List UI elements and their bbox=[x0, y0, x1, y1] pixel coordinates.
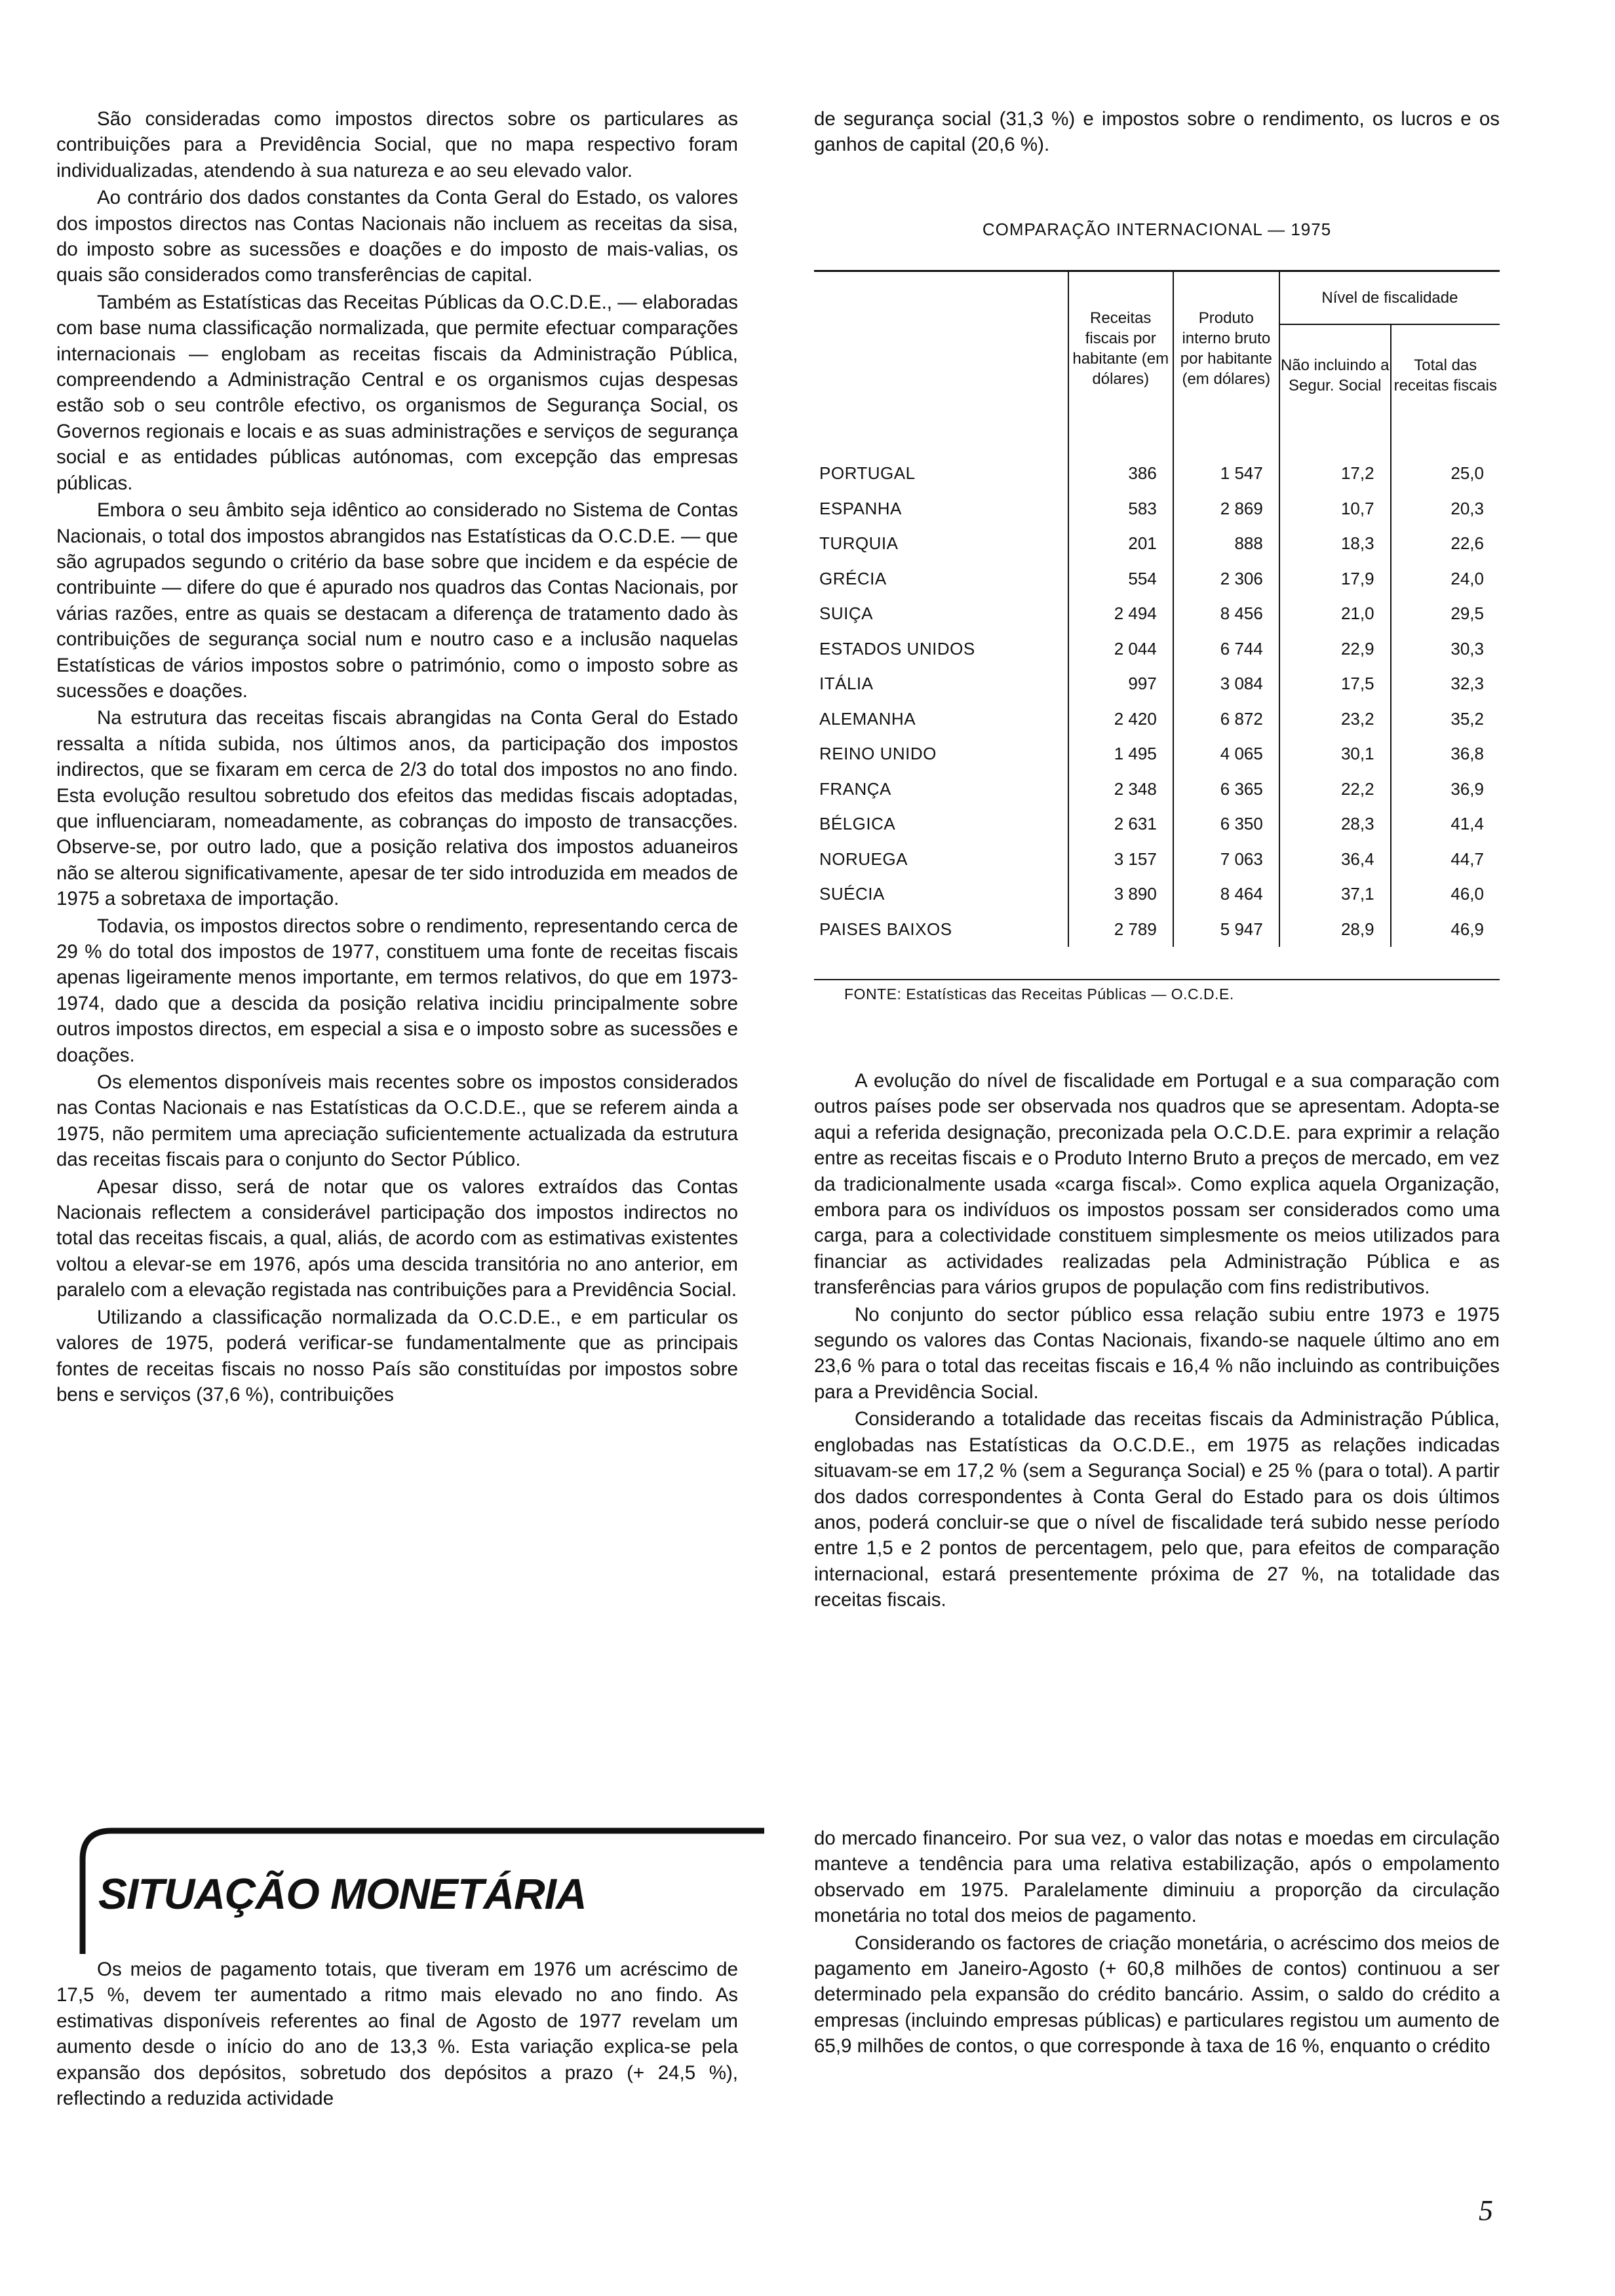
table-row bbox=[814, 491, 1500, 527]
table-bottom-rule bbox=[814, 979, 1500, 980]
total-cell: 36,9 bbox=[1391, 772, 1500, 807]
paragraph: Também as Estatísticas das Receitas Públicas da O.C.D.E., — elaboradas com base numa classificação normalizada, que permite efectuar comparações internacionais — englobam as receitas fiscais da Administração Pública, compreendendo a Administração Central e os organismos cujas despesas estão sob o seu contrôle efectivo, os organismos de Segurança Social, os Governos regionais e locais e as suas administrações e serviços de segurança social e as entidades públicas autónomas, com excepção das empresas públicas. bbox=[56, 291, 738, 494]
table-row bbox=[814, 877, 1500, 912]
country-cell: NORUEGA bbox=[819, 849, 908, 869]
country-cell: BÉLGICA bbox=[819, 814, 896, 834]
table-row bbox=[814, 562, 1500, 597]
table-source: FONTE: Estatísticas das Receitas Públicas — O.C.D.E. bbox=[844, 985, 1234, 1003]
receitas-cell: 1 495 bbox=[1068, 737, 1173, 772]
table-row bbox=[814, 702, 1500, 737]
total-cell: 30,3 bbox=[1391, 632, 1500, 667]
nao-incluindo-cell: 28,3 bbox=[1279, 807, 1391, 842]
table-row bbox=[814, 842, 1500, 877]
receitas-cell: 201 bbox=[1068, 526, 1173, 562]
total-cell: 22,6 bbox=[1391, 526, 1500, 562]
nao-incluindo-cell: 18,3 bbox=[1279, 526, 1391, 562]
nao-incluindo-cell: 17,5 bbox=[1279, 666, 1391, 702]
pib-cell: 4 065 bbox=[1173, 737, 1279, 772]
receitas-cell: 2 494 bbox=[1068, 596, 1173, 632]
country-cell: ALEMANHA bbox=[819, 708, 916, 729]
paragraph: Na estrutura das receitas fiscais abrangidas na Conta Geral do Estado ressalta a nítida subida, nos últimos anos, da participação dos impostos indirectos, que se fixaram em cerca de 2/3 do total dos impostos no ano findo. Esta evolução resultou sobretudo dos efeitos das medidas fiscais adoptadas, que influenciaram, nomeadamente, as cobranças do imposto de transacções. Observe-se, por outro lado, que a posição relativa dos impostos aduaneiros não se alterou significativamente, apesar de ter sido introduzida em meados de 1975 a sobretaxa de importação. bbox=[56, 707, 738, 910]
paragraph: Os meios de pagamento totais, que tiveram em 1976 um acréscimo de 17,5 %, devem ter aumentado a ritmo mais elevado no ano findo. As estimativas disponíveis referentes ao final de Agosto de 1977 revelam um aumento desde o início do ano de 13,3 %. Esta variação explica-se pela expansão dos depósitos, sobretudo dos depósitos a prazo (+ 24,5 %), reflectindo a reduzida actividade bbox=[56, 1959, 738, 2110]
paragraph: Considerando a totalidade das receitas fiscais da Administração Pública, englobadas nas Estatísticas da O.C.D.E., em 1975 as relações indicadas situavam-se em 17,2 % (sem a Segurança Social) e 25 % (para o total). A partir dos dados correspondentes à Conta Geral do Estado para os dois últimos anos, poderá concluir-se que o nível de fiscalidade terá subido nesse período entre 1,5 e 2 pontos de percentagem, pelo que, para efeitos de comparação internacional, estará presentemente próxima de 27 %, na totalidade das receitas fiscais. bbox=[814, 1408, 1500, 1611]
receitas-cell: 3 157 bbox=[1068, 842, 1173, 877]
nao-incluindo-cell: 17,9 bbox=[1279, 562, 1391, 597]
total-cell: 36,8 bbox=[1391, 737, 1500, 772]
section-title: SITUAÇÃO MONETÁRIA bbox=[98, 1869, 587, 1918]
header-pib: Produto interno bruto por habitante (em dólares) bbox=[1173, 271, 1279, 426]
receitas-cell: 2 631 bbox=[1068, 807, 1173, 842]
section-right-column bbox=[814, 1826, 1500, 2059]
country-cell: ESPANHA bbox=[819, 498, 902, 518]
pib-cell: 6 872 bbox=[1173, 702, 1279, 737]
country-cell: ESTADOS UNIDOS bbox=[819, 638, 975, 659]
nao-incluindo-cell: 28,9 bbox=[1279, 912, 1391, 947]
pib-cell: 6 365 bbox=[1173, 772, 1279, 807]
header-empty bbox=[814, 271, 1068, 426]
table-row bbox=[814, 596, 1500, 632]
paragraph: Os elementos disponíveis mais recentes sobre os impostos considerados nas Contas Nacionais e nas Estatísticas da O.C.D.E., que se referem ainda a 1975, não permitem uma apreciação suficientemente actualizada da estrutura das receitas fiscais para o conjunto do Sector Público. bbox=[56, 1071, 738, 1171]
nao-incluindo-cell: 10,7 bbox=[1279, 491, 1391, 527]
total-cell: 46,9 bbox=[1391, 912, 1500, 947]
table-row bbox=[814, 737, 1500, 772]
total-cell: 24,0 bbox=[1391, 562, 1500, 597]
left-column bbox=[56, 106, 738, 1407]
receitas-cell: 2 348 bbox=[1068, 772, 1173, 807]
country-cell: PAISES BAIXOS bbox=[819, 919, 952, 939]
pib-cell: 6 744 bbox=[1173, 632, 1279, 667]
total-cell: 41,4 bbox=[1391, 807, 1500, 842]
nao-incluindo-cell: 23,2 bbox=[1279, 702, 1391, 737]
table-row bbox=[814, 772, 1500, 807]
total-cell: 35,2 bbox=[1391, 702, 1500, 737]
table-spacer bbox=[814, 426, 1500, 456]
country-cell: GRÉCIA bbox=[819, 568, 887, 588]
table-row bbox=[814, 526, 1500, 562]
pib-cell: 2 869 bbox=[1173, 491, 1279, 527]
pib-cell: 7 063 bbox=[1173, 842, 1279, 877]
country-cell: FRANÇA bbox=[819, 778, 891, 799]
total-cell: 46,0 bbox=[1391, 877, 1500, 912]
pib-cell: 3 084 bbox=[1173, 666, 1279, 702]
paragraph: do mercado financeiro. Por sua vez, o valor das notas e moedas em circulação manteve a tendência para uma relativa estabilização, após o empolamento observado em 1975. Paralelamente diminuiu a proporção da circulação monetária no total dos meios de pagamento. bbox=[814, 1827, 1500, 1927]
pib-cell: 2 306 bbox=[1173, 562, 1279, 597]
table-row bbox=[814, 666, 1500, 702]
nao-incluindo-cell: 30,1 bbox=[1279, 737, 1391, 772]
receitas-cell: 997 bbox=[1068, 666, 1173, 702]
header-total: Total das receitas fiscais bbox=[1391, 324, 1500, 426]
paragraph: São consideradas como impostos directos sobre os particulares as contribuições para a Previdência Social, que no mapa respectivo foram individualizadas, atendendo à sua natureza e ao seu elevado valor. bbox=[56, 108, 738, 182]
nao-incluindo-cell: 36,4 bbox=[1279, 842, 1391, 877]
receitas-cell: 554 bbox=[1068, 562, 1173, 597]
nao-incluindo-cell: 37,1 bbox=[1279, 877, 1391, 912]
total-cell: 20,3 bbox=[1391, 491, 1500, 527]
country-cell: PORTUGAL bbox=[819, 463, 916, 484]
table-caption: COMPARAÇÃO INTERNACIONAL — 1975 bbox=[982, 220, 1332, 239]
paragraph: No conjunto do sector público essa relação subiu entre 1973 e 1975 segundo os valores das Contas Nacionais, fixando-se naquele último ano em 23,6 % para o total das receitas fiscais e 16,4 % não incluindo as contribuições para a Previdência Social. bbox=[814, 1303, 1500, 1403]
page-number: 5 bbox=[1479, 2194, 1493, 2227]
nao-incluindo-cell: 22,9 bbox=[1279, 632, 1391, 667]
table-row bbox=[814, 632, 1500, 667]
nao-incluindo-cell: 22,2 bbox=[1279, 772, 1391, 807]
header-nao-incluindo: Não incluindo a Segur. Social bbox=[1279, 324, 1391, 426]
country-cell: SUÉCIA bbox=[819, 884, 885, 904]
pib-cell: 8 456 bbox=[1173, 596, 1279, 632]
receitas-cell: 3 890 bbox=[1068, 877, 1173, 912]
receitas-cell: 2 044 bbox=[1068, 632, 1173, 667]
paragraph: de segurança social (31,3 %) e impostos sobre o rendimento, os lucros e os ganhos de capital (20,6 %). bbox=[814, 108, 1500, 156]
paragraph: Considerando os factores de criação monetária, o acréscimo dos meios de pagamento em Janeiro-Agosto (+ 60,8 milhões de contos) continuou a ser determinado pela expansão do crédito bancário. Assim, o saldo do crédito a empresas (incluindo empresas públicas) e particulares registou um aumento de 65,9 milhões de contos, o que corresponde à taxa de 16 %, enquanto o crédito bbox=[814, 1932, 1500, 2057]
pib-cell: 5 947 bbox=[1173, 912, 1279, 947]
header-nivel: Nível de fiscalidade bbox=[1279, 271, 1500, 324]
paragraph: Utilizando a classificação normalizada da O.C.D.E., e em particular os valores de 1975, poderá verificar-se fundamentalmente que as principais fontes de receitas fiscais no nosso País são constituídas por impostos sobre bens e serviços (37,6 %), contribuições bbox=[56, 1306, 738, 1406]
total-cell: 32,3 bbox=[1391, 666, 1500, 702]
nao-incluindo-cell: 17,2 bbox=[1279, 456, 1391, 491]
pib-cell: 888 bbox=[1173, 526, 1279, 562]
country-cell: REINO UNIDO bbox=[819, 744, 937, 764]
paragraph: Ao contrário dos dados constantes da Conta Geral do Estado, os valores dos impostos directos nas Contas Nacionais não incluem as receitas da sisa, do imposto sobre as sucessões e doações e do imposto de mais-valias, os quais são considerados como transferências de capital. bbox=[56, 187, 738, 286]
paragraph: A evolução do nível de fiscalidade em Portugal e a sua comparação com outros países pode ser observada nos quadros que se apresentam. Adopta-se aqui a referida designação, preconizada pela O.C.D.E. para exprimir a relação entre as receitas fiscais e o Produto Interno Bruto a preços de mercado, em vez da tradicionalmente usada «carga fiscal». Como explica aquela Organização, embora para os indivíduos os impostos possam ser considerados como uma carga, para a colectividade constituem simplesmente os meios utilizados para financiar as actividades realizadas pela Administração Pública e as transferências para vários grupos de população com fins redistributivos. bbox=[814, 1070, 1500, 1299]
right-column-top bbox=[814, 106, 1500, 158]
receitas-cell: 2 789 bbox=[1068, 912, 1173, 947]
receitas-cell: 583 bbox=[1068, 491, 1173, 527]
total-cell: 25,0 bbox=[1391, 456, 1500, 491]
header-receitas: Receitas fiscais por habitante (em dólares) bbox=[1068, 271, 1173, 426]
total-cell: 44,7 bbox=[1391, 842, 1500, 877]
right-column-mid bbox=[814, 1068, 1500, 1613]
pib-cell: 1 547 bbox=[1173, 456, 1279, 491]
receitas-cell: 2 420 bbox=[1068, 702, 1173, 737]
paragraph: Todavia, os impostos directos sobre o rendimento, representando cerca de 29 % do total dos impostos de 1977, constituem uma fonte de receitas fiscais apenas ligeiramente menos importante, em termos relativos, do que em 1973-1974, dado que a descida da posição relativa incidiu principalmente sobre outros impostos directos, em especial a sisa e o imposto sobre as sucessões e doações. bbox=[56, 915, 738, 1066]
section-left-column bbox=[56, 1957, 738, 2111]
total-cell: 29,5 bbox=[1391, 596, 1500, 632]
receitas-cell: 386 bbox=[1068, 456, 1173, 491]
country-cell: ITÁLIA bbox=[819, 674, 874, 694]
paragraph: Embora o seu âmbito seja idêntico ao considerado no Sistema de Contas Nacionais, o total dos impostos abrangidos nas Estatísticas da O.C.D.E. — que são agrupados segundo o critério da base sobre que incidem e da espécie de contribuinte — difere do que é apurado nos quadros das Contas Nacionais, por várias razões, entre as quais se destacam a diferença de tratamento dado às contribuições de segurança social num e noutro caso e a inclusão naquelas Estatísticas de vários impostos sobre o património, como o imposto sobre as sucessões e doações. bbox=[56, 499, 738, 702]
table-row bbox=[814, 807, 1500, 842]
nao-incluindo-cell: 21,0 bbox=[1279, 596, 1391, 632]
country-cell: SUIÇA bbox=[819, 603, 873, 624]
country-cell: TURQUIA bbox=[819, 533, 899, 554]
pib-cell: 8 464 bbox=[1173, 877, 1279, 912]
comparison-table bbox=[814, 271, 1500, 947]
pib-cell: 6 350 bbox=[1173, 807, 1279, 842]
table-body bbox=[814, 456, 1500, 947]
paragraph: Apesar disso, será de notar que os valores extraídos das Contas Nacionais reflectem a considerável participação dos impostos indirectos no total das receitas fiscais, a qual, aliás, de acordo com as estimativas existentes voltou a elevar-se em 1976, após uma descida transitória no ano anterior, em paralelo com a elevação registada nas contribuições para a Previdência Social. bbox=[56, 1176, 738, 1301]
table-row bbox=[814, 912, 1500, 947]
table-row bbox=[814, 456, 1500, 491]
